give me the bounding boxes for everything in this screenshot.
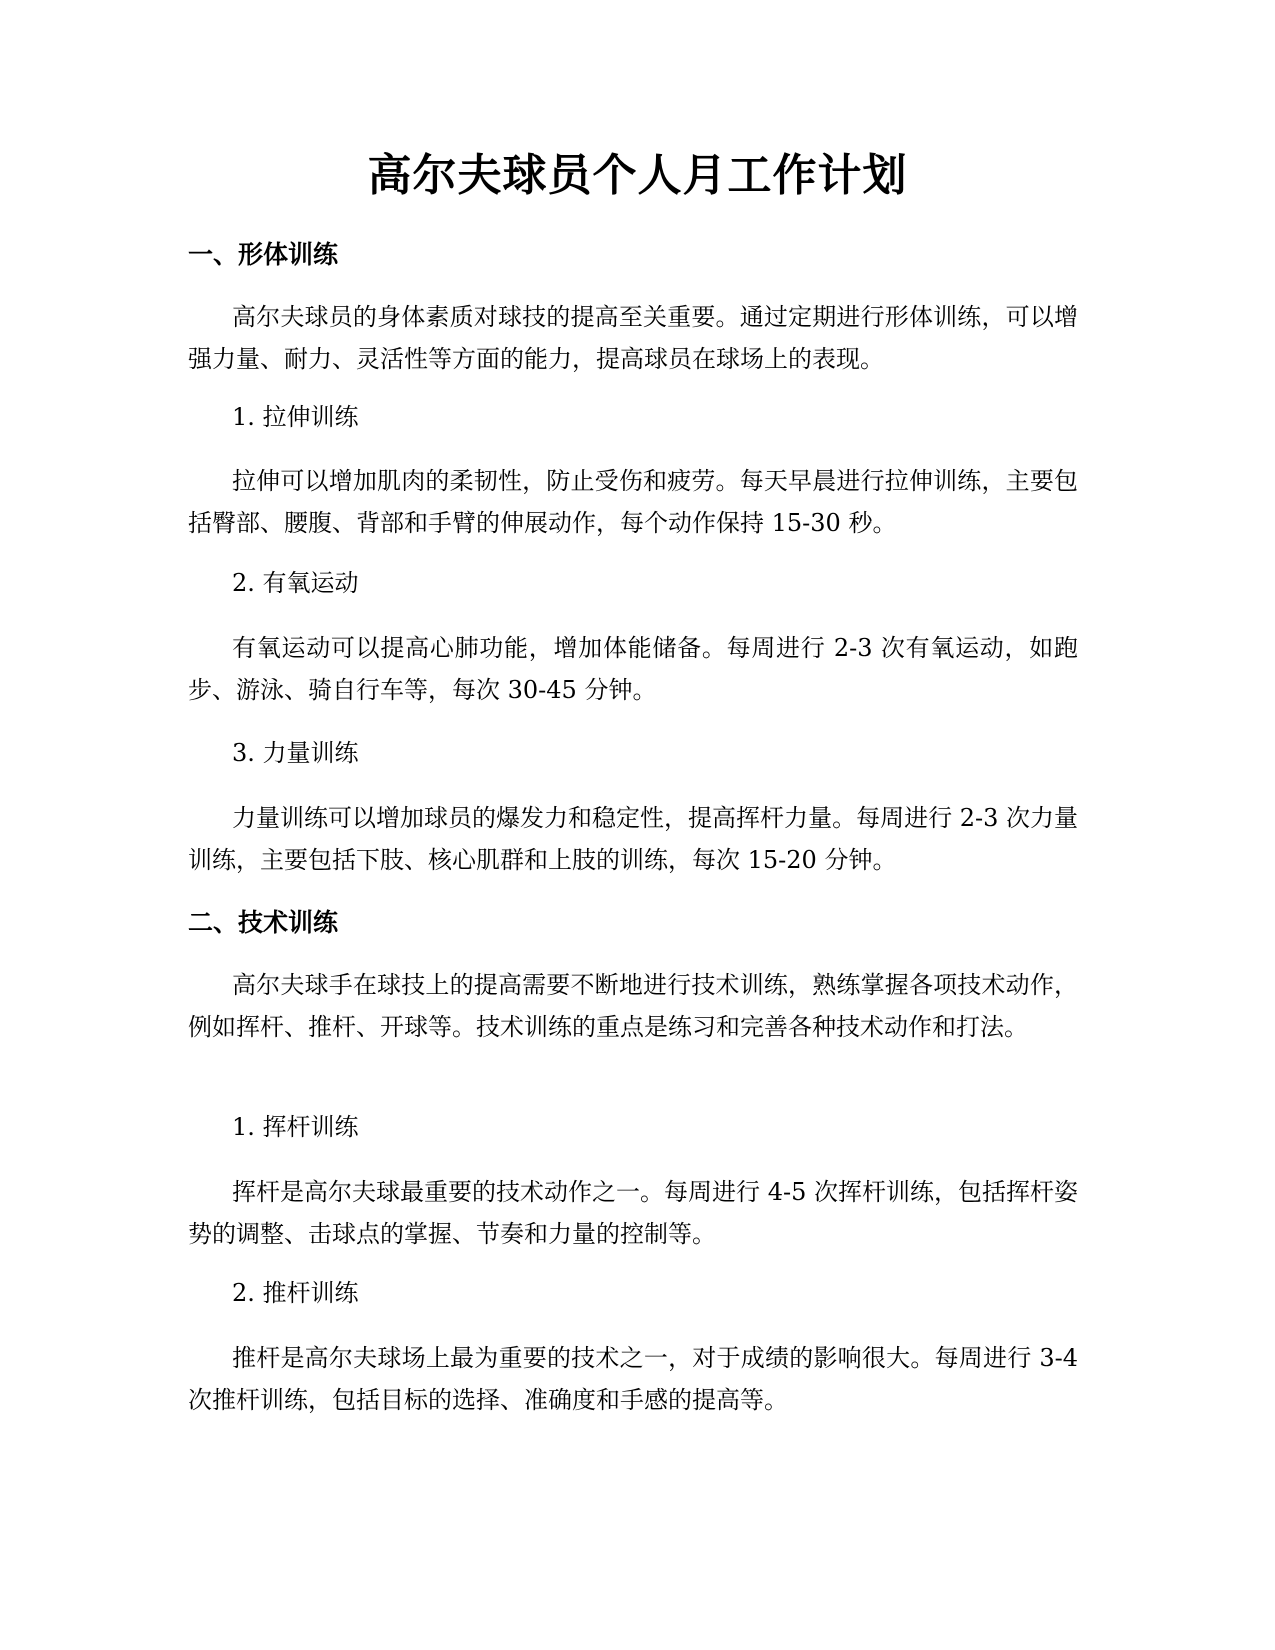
- subheading-aerobic: 2. 有氧运动: [232, 569, 359, 597]
- subheading-strength: 3. 力量训练: [232, 739, 359, 767]
- paragraph-stretching: 拉伸可以增加肌肉的柔韧性，防止受伤和疲劳。每天早晨进行拉伸训练，主要包括臀部、腰腹、背部和手臂的伸展动作，每个动作保持 15-30 秒。: [188, 467, 1078, 537]
- document-title: 高尔夫球员个人月工作计划: [367, 150, 908, 201]
- subheading-swing: 1. 挥杆训练: [232, 1113, 359, 1141]
- subheading-stretching: 1. 拉伸训练: [232, 403, 359, 431]
- subheading-putting: 2. 推杆训练: [232, 1279, 359, 1307]
- paragraph-aerobic: 有氧运动可以提高心肺功能，增加体能储备。每周进行 2-3 次有氧运动，如跑步、游泳、骑自行车等，每次 30-45 分钟。: [188, 634, 1078, 704]
- section-heading-body-training: 一、形体训练: [188, 240, 339, 269]
- section-intro-body-training: 高尔夫球员的身体素质对球技的提高至关重要。通过定期进行形体训练，可以增强力量、耐力、灵活性等方面的能力，提高球员在球场上的表现。: [188, 303, 1078, 373]
- paragraph-strength: 力量训练可以增加球员的爆发力和稳定性，提高挥杆力量。每周进行 2-3 次力量训练，主要包括下肢、核心肌群和上肢的训练，每次 15-20 分钟。: [188, 804, 1078, 874]
- section-intro-technique: 高尔夫球手在球技上的提高需要不断地进行技术训练，熟练掌握各项技术动作，例如挥杆、推杆、开球等。技术训练的重点是练习和完善各种技术动作和打法。: [188, 971, 1078, 1041]
- paragraph-putting: 推杆是高尔夫球场上最为重要的技术之一，对于成绩的影响很大。每周进行 3-4 次推杆训练，包括目标的选择、准确度和手感的提高等。: [188, 1344, 1078, 1414]
- paragraph-swing: 挥杆是高尔夫球最重要的技术动作之一。每周进行 4-5 次挥杆训练，包括挥杆姿势的调整、击球点的掌握、节奏和力量的控制等。: [188, 1178, 1078, 1248]
- section-heading-technique: 二、技术训练: [188, 908, 339, 937]
